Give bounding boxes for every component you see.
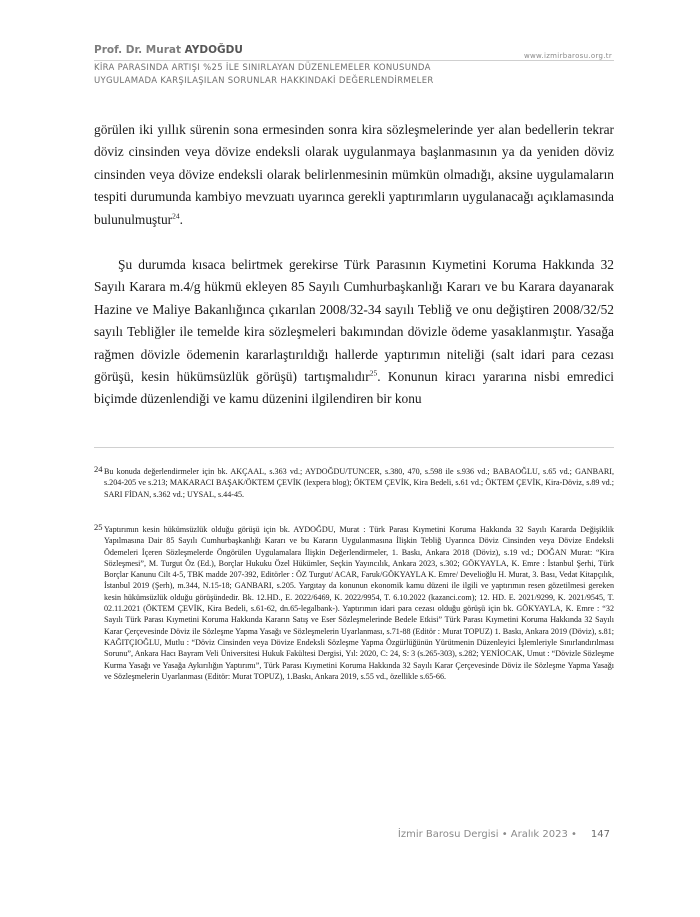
- paragraph-1-end: .: [179, 211, 183, 227]
- paragraph-1: [94, 119, 614, 231]
- footnote-24: [94, 466, 614, 500]
- paragraph-1-text: görülen iki yıllık sürenin sona ermesinden sonra kira sözleşmelerinde yer alan bedellerin tekrar döviz cinsinden veya dövize endeksli olarak uygulanmaya başlanmasının ya da yeniden döviz cinsinden veya dövize endeksli olarak belirlenmesinin mümkün olmadığı, aksine uygulamaların tespiti durumunda kambiyo mevzuatı uyarınca gerekli yaptırımların uygulanacağı açıklamasında bulunulmuştur: [94, 122, 614, 227]
- page-number: 147: [590, 829, 610, 840]
- footnote-ref-24: 24: [172, 211, 180, 221]
- journal-issue: İzmir Barosu Dergisi • Aralık 2023 •: [397, 829, 577, 840]
- article-title: KİRA PARASINDA ARTIŞI %25 İLE SINIRLAYAN DÜZENLEMELER KONUSUNDA UYGULAMADA KARŞILAŞILAN SORUNLAR HAKKINDAKİ DEĞERLENDİRMELER: [94, 63, 434, 86]
- footnote-number: 25: [94, 522, 103, 532]
- page-footer: [398, 829, 610, 840]
- footnote-25: [94, 524, 614, 682]
- author-prefix: Prof. Dr. Murat: [94, 44, 185, 56]
- journal-url: www.izmirbarosu.org.tr: [524, 52, 612, 60]
- footnote-text: Bu konuda değerlendirmeler için bk. AKÇAAL, s.363 vd.; AYDOĞDU/TUNCER, s.380, 470, s.598 ile s.936 vd.; BABAOĞLU, s.65 vd.; GANBARI, s.204-205 ve s.213; MAKARACI BAŞAK/ÖKTEM ÇEVİK (lexpera blog); ÖKTEM ÇEVİK, Kira Bedeli, s.61 vd.; ÖKTEM ÇEVİK, Kira-Döviz, s.89 vd.; SARI FİDAN, s.362 vd.; UYSAL, s.44-45.: [104, 467, 614, 499]
- paragraph-2: [94, 254, 614, 411]
- footnote-number: 24: [94, 464, 103, 474]
- footnote-divider: [94, 447, 614, 448]
- author-surname: AYDOĞDU: [184, 44, 243, 56]
- footnote-text: Yaptırımın kesin hükümsüzlük olduğu görüşü için bk. AYDOĞDU, Murat : Türk Parası Kıymetini Koruma Hakkında 32 Sayılı Kararda Değişiklik Yapılmasına Dair 85 Sayılı Cumhurbaşkanlığı Kararı ve bu Kararın Uygulanmasına İlişkin Tebliğ Uyarınca Döviz Cinsinden veya Dövize Endeksli Ödemeleri İçeren Sözleşmelerde Öngörülen Uygulamalara İlişkin Değerlendirmeler, 1. Baskı, Ankara 2018 (Döviz), s.19 vd.; DOĞAN Murat: “Kira Sözleşmesi”, M. Turgut Öz (Ed.), Borçlar Hukuku Özel Hükümler, Seçkin Yayıncılık, Ankara 2023, s.302; GÖKYAYLA, K. Emre : İstanbul Şerhi, Türk Borçlar Kanunu Cilt 4-5, TBK madde 207-392, Editörler : ÖZ Turgut/ ACAR, Faruk/GÖKYAYLA K. Emre/ Develioğlu H. Murat, 3. Bası, Vedat Kitapçılık, İstanbul 2019 (Şerh), m.344, N.15-18; GANBARI, s.205. Yargıtay da konunun ekonomik kamu düzeni ile ilgili ve yaptırımın resen gözetilmesi gereken kesin hükümsüzlük olduğu görüşündedir. Bk. 12.HD., E. 2022/6469, K. 2022/9954, T. 6.10.2022 (kazanci.com); 12. HD. E. 2021/9299, K. 2021/9545, T. 02.11.2021 (ÖKTEM ÇEVİK, Kira Bedeli, s.61-62, dn.65-legalbank-). Yaptırımın idari para cezası olduğu görüşü için bk. GÖKYAYLA, K. Emre : “32 Sayılı Türk Parası Kıymetini Koruma Hakkında Kararın Satış ve Eser Sözleşmelerinde Bedele Etkisi” Türk Parası Kıymetini Koruma Hakkında 32 Sayılı Karar Çerçevesinde Döviz ile Sözleşme Yapma Yasağı ve Sözleşmelerin Uyarlanması, s.71-88 (Editör : Murat TOPUZ) 1. Baskı, Ankara 2019 (Döviz), s.81; KAĞITÇIOĞLU, Mutlu : “Döviz Cinsinden veya Dövize Endeksli Sözleşme Yapma Özgürlüğünün Yürütmenin Düzenleyici İşlemleriyle Sınırlandırılması Sorunu”, Ankara Hacı Bayram Veli Üniversitesi Hukuk Fakültesi Dergisi, Yıl: 2020, C: 24, S: 3 (s.265-303), s.282; YENİOCAK, Umut : “Dövizle Sözleşme Kurma Yasağı ve Yasağa Aykırılığın Yaptırımı”, Türk Parası Kıymetini Koruma Hakkında 32 Sayılı Karar Çerçevesinde Döviz ile Sözleşme Yapma Yasağı ve Sözleşmelerin Uyarlanması (Editör: Murat TOPUZ), 1.Baskı, Ankara 2019, s.55 vd., özellikle s.65-66.: [104, 525, 614, 681]
- paragraph-2-text: Şu durumda kısaca belirtmek gerekirse Türk Parasının Kıymetini Koruma Hakkında 32 Sayılı Karara m.4/g hükmü ekleyen 85 Sayılı Cumhurbaşkanlığı Kararı ve bu Karara dayanarak Hazine ve Maliye Bakanlığınca çıkarılan 2008/32-34 sayılı Tebliğ ve onu değiştiren 2008/32/52 sayılı Tebliğler ile temelde kira sözleşmeleri bakımından dövizle ödeme yasaklanmıştır. Yasağa rağmen dövizle ödemenin kararlaştırıldığı hallerde yaptırımın niteliği (salt idari para cezası görüşü, kesin hükümsüzlük görüşü) tartışmalıdır: [94, 257, 614, 385]
- header-divider: [94, 60, 614, 61]
- footnote-ref-25: 25: [369, 368, 378, 378]
- paragraph-2-end: . Konunun kiracı yararına nisbi emredici biçimde düzenlendiği ve kamu düzenini ilgilendiren bir konu: [94, 369, 615, 407]
- author-name: [94, 44, 243, 56]
